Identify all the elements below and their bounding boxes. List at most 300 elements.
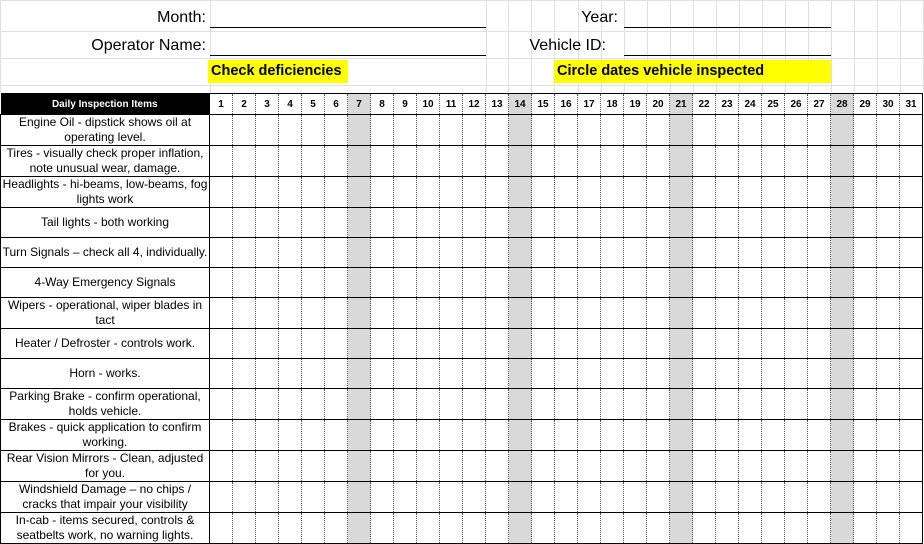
check-cell[interactable] [624,359,647,389]
check-cell[interactable] [808,177,831,208]
check-cell[interactable] [256,420,279,451]
check-cell[interactable] [348,238,371,268]
check-cell[interactable] [624,298,647,329]
check-cell[interactable] [900,115,923,146]
check-cell[interactable] [854,359,877,389]
check-cell[interactable] [808,115,831,146]
check-cell[interactable] [670,238,693,268]
check-cell[interactable] [555,389,578,420]
check-cell[interactable] [417,451,440,482]
check-cell[interactable] [440,482,463,513]
check-cell[interactable] [900,177,923,208]
check-cell[interactable] [555,420,578,451]
check-cell[interactable] [693,513,716,544]
check-cell[interactable] [325,268,348,298]
check-cell[interactable] [371,177,394,208]
check-cell[interactable] [509,238,532,268]
check-cell[interactable] [693,389,716,420]
check-cell[interactable] [762,238,785,268]
check-cell[interactable] [670,298,693,329]
check-cell[interactable] [831,238,854,268]
check-cell[interactable] [279,268,302,298]
check-cell[interactable] [486,389,509,420]
check-cell[interactable] [532,115,555,146]
check-cell[interactable] [808,208,831,238]
check-cell[interactable] [532,177,555,208]
check-cell[interactable] [739,238,762,268]
check-cell[interactable] [854,238,877,268]
check-cell[interactable] [693,298,716,329]
check-cell[interactable] [233,298,256,329]
check-cell[interactable] [463,359,486,389]
check-cell[interactable] [601,298,624,329]
check-cell[interactable] [256,389,279,420]
check-cell[interactable] [325,208,348,238]
check-cell[interactable] [785,177,808,208]
check-cell[interactable] [233,389,256,420]
check-cell[interactable] [647,329,670,359]
check-cell[interactable] [302,298,325,329]
check-cell[interactable] [578,513,601,544]
check-cell[interactable] [624,115,647,146]
check-cell[interactable] [417,146,440,177]
check-cell[interactable] [256,329,279,359]
check-cell[interactable] [877,451,900,482]
check-cell[interactable] [808,298,831,329]
check-cell[interactable] [716,177,739,208]
check-cell[interactable] [785,115,808,146]
check-cell[interactable] [486,115,509,146]
check-cell[interactable] [210,513,233,544]
check-cell[interactable] [831,451,854,482]
check-cell[interactable] [371,513,394,544]
check-cell[interactable] [486,146,509,177]
check-cell[interactable] [555,298,578,329]
check-cell[interactable] [440,389,463,420]
check-cell[interactable] [210,420,233,451]
check-cell[interactable] [785,451,808,482]
check-cell[interactable] [808,238,831,268]
check-cell[interactable] [647,146,670,177]
check-cell[interactable] [440,329,463,359]
check-cell[interactable] [785,389,808,420]
check-cell[interactable] [279,177,302,208]
check-cell[interactable] [877,513,900,544]
check-cell[interactable] [233,146,256,177]
check-cell[interactable] [578,238,601,268]
check-cell[interactable] [325,420,348,451]
check-cell[interactable] [555,482,578,513]
check-cell[interactable] [325,513,348,544]
check-cell[interactable] [509,329,532,359]
check-cell[interactable] [647,298,670,329]
check-cell[interactable] [624,420,647,451]
operator-name-field[interactable] [210,55,486,56]
check-cell[interactable] [555,513,578,544]
check-cell[interactable] [233,359,256,389]
check-cell[interactable] [532,298,555,329]
check-cell[interactable] [900,146,923,177]
check-cell[interactable] [831,146,854,177]
check-cell[interactable] [417,268,440,298]
check-cell[interactable] [854,420,877,451]
check-cell[interactable] [762,298,785,329]
check-cell[interactable] [601,359,624,389]
check-cell[interactable] [578,177,601,208]
check-cell[interactable] [578,208,601,238]
check-cell[interactable] [762,482,785,513]
check-cell[interactable] [877,177,900,208]
vehicle-id-field[interactable] [624,55,831,56]
check-cell[interactable] [210,115,233,146]
check-cell[interactable] [486,420,509,451]
check-cell[interactable] [877,115,900,146]
check-cell[interactable] [463,513,486,544]
check-cell[interactable] [762,177,785,208]
check-cell[interactable] [716,115,739,146]
check-cell[interactable] [509,389,532,420]
check-cell[interactable] [808,389,831,420]
check-cell[interactable] [785,359,808,389]
check-cell[interactable] [394,238,417,268]
check-cell[interactable] [302,268,325,298]
check-cell[interactable] [877,420,900,451]
check-cell[interactable] [486,238,509,268]
check-cell[interactable] [716,359,739,389]
check-cell[interactable] [762,420,785,451]
check-cell[interactable] [670,146,693,177]
check-cell[interactable] [831,482,854,513]
check-cell[interactable] [670,482,693,513]
check-cell[interactable] [854,329,877,359]
check-cell[interactable] [831,115,854,146]
check-cell[interactable] [302,359,325,389]
check-cell[interactable] [210,208,233,238]
check-cell[interactable] [371,238,394,268]
check-cell[interactable] [463,389,486,420]
check-cell[interactable] [877,208,900,238]
check-cell[interactable] [693,177,716,208]
check-cell[interactable] [348,482,371,513]
check-cell[interactable] [486,298,509,329]
check-cell[interactable] [555,359,578,389]
check-cell[interactable] [624,482,647,513]
check-cell[interactable] [693,115,716,146]
check-cell[interactable] [670,513,693,544]
check-cell[interactable] [647,359,670,389]
check-cell[interactable] [762,389,785,420]
check-cell[interactable] [578,420,601,451]
check-cell[interactable] [808,420,831,451]
check-cell[interactable] [279,146,302,177]
check-cell[interactable] [785,329,808,359]
check-cell[interactable] [509,208,532,238]
check-cell[interactable] [716,146,739,177]
check-cell[interactable] [348,146,371,177]
check-cell[interactable] [854,208,877,238]
check-cell[interactable] [394,208,417,238]
check-cell[interactable] [532,389,555,420]
check-cell[interactable] [486,329,509,359]
check-cell[interactable] [394,389,417,420]
check-cell[interactable] [463,482,486,513]
check-cell[interactable] [693,268,716,298]
check-cell[interactable] [670,359,693,389]
check-cell[interactable] [486,513,509,544]
check-cell[interactable] [716,451,739,482]
check-cell[interactable] [808,451,831,482]
check-cell[interactable] [325,115,348,146]
check-cell[interactable] [463,268,486,298]
check-cell[interactable] [739,513,762,544]
check-cell[interactable] [302,329,325,359]
check-cell[interactable] [440,513,463,544]
check-cell[interactable] [279,389,302,420]
check-cell[interactable] [831,329,854,359]
check-cell[interactable] [348,389,371,420]
check-cell[interactable] [647,513,670,544]
check-cell[interactable] [854,513,877,544]
check-cell[interactable] [785,298,808,329]
check-cell[interactable] [624,238,647,268]
check-cell[interactable] [670,389,693,420]
check-cell[interactable] [762,329,785,359]
check-cell[interactable] [785,238,808,268]
check-cell[interactable] [210,268,233,298]
check-cell[interactable] [900,389,923,420]
check-cell[interactable] [325,359,348,389]
check-cell[interactable] [532,329,555,359]
check-cell[interactable] [233,177,256,208]
check-cell[interactable] [210,298,233,329]
check-cell[interactable] [348,451,371,482]
check-cell[interactable] [670,268,693,298]
check-cell[interactable] [877,146,900,177]
check-cell[interactable] [256,298,279,329]
check-cell[interactable] [509,115,532,146]
check-cell[interactable] [371,329,394,359]
check-cell[interactable] [555,208,578,238]
check-cell[interactable] [693,359,716,389]
check-cell[interactable] [716,268,739,298]
check-cell[interactable] [371,451,394,482]
check-cell[interactable] [762,451,785,482]
check-cell[interactable] [394,298,417,329]
check-cell[interactable] [555,177,578,208]
check-cell[interactable] [601,482,624,513]
check-cell[interactable] [900,513,923,544]
check-cell[interactable] [877,389,900,420]
check-cell[interactable] [302,389,325,420]
check-cell[interactable] [670,420,693,451]
check-cell[interactable] [854,268,877,298]
check-cell[interactable] [578,268,601,298]
check-cell[interactable] [417,298,440,329]
check-cell[interactable] [440,420,463,451]
check-cell[interactable] [532,208,555,238]
check-cell[interactable] [256,451,279,482]
check-cell[interactable] [463,177,486,208]
check-cell[interactable] [233,420,256,451]
check-cell[interactable] [417,177,440,208]
check-cell[interactable] [785,146,808,177]
check-cell[interactable] [854,146,877,177]
check-cell[interactable] [279,238,302,268]
check-cell[interactable] [417,359,440,389]
check-cell[interactable] [601,513,624,544]
check-cell[interactable] [440,268,463,298]
check-cell[interactable] [578,482,601,513]
check-cell[interactable] [463,115,486,146]
check-cell[interactable] [302,177,325,208]
check-cell[interactable] [739,482,762,513]
check-cell[interactable] [509,177,532,208]
check-cell[interactable] [394,146,417,177]
check-cell[interactable] [440,298,463,329]
check-cell[interactable] [647,177,670,208]
check-cell[interactable] [463,238,486,268]
check-cell[interactable] [371,359,394,389]
check-cell[interactable] [233,513,256,544]
check-cell[interactable] [463,329,486,359]
check-cell[interactable] [739,177,762,208]
check-cell[interactable] [877,298,900,329]
check-cell[interactable] [302,420,325,451]
check-cell[interactable] [831,208,854,238]
check-cell[interactable] [279,482,302,513]
check-cell[interactable] [279,359,302,389]
check-cell[interactable] [417,420,440,451]
check-cell[interactable] [601,420,624,451]
check-cell[interactable] [325,389,348,420]
check-cell[interactable] [532,420,555,451]
check-cell[interactable] [854,451,877,482]
check-cell[interactable] [555,115,578,146]
check-cell[interactable] [555,238,578,268]
check-cell[interactable] [302,238,325,268]
check-cell[interactable] [325,298,348,329]
check-cell[interactable] [325,238,348,268]
check-cell[interactable] [233,329,256,359]
check-cell[interactable] [256,238,279,268]
check-cell[interactable] [716,238,739,268]
check-cell[interactable] [716,482,739,513]
check-cell[interactable] [509,268,532,298]
check-cell[interactable] [417,329,440,359]
check-cell[interactable] [854,482,877,513]
check-cell[interactable] [670,451,693,482]
check-cell[interactable] [808,482,831,513]
check-cell[interactable] [210,451,233,482]
check-cell[interactable] [394,451,417,482]
check-cell[interactable] [900,451,923,482]
check-cell[interactable] [693,482,716,513]
check-cell[interactable] [463,298,486,329]
check-cell[interactable] [509,298,532,329]
check-cell[interactable] [808,146,831,177]
check-cell[interactable] [371,208,394,238]
check-cell[interactable] [325,177,348,208]
check-cell[interactable] [233,268,256,298]
month-field[interactable] [210,27,486,28]
check-cell[interactable] [348,115,371,146]
check-cell[interactable] [877,329,900,359]
check-cell[interactable] [762,115,785,146]
check-cell[interactable] [555,268,578,298]
check-cell[interactable] [348,268,371,298]
check-cell[interactable] [785,513,808,544]
check-cell[interactable] [532,359,555,389]
check-cell[interactable] [578,146,601,177]
check-cell[interactable] [900,208,923,238]
check-cell[interactable] [647,115,670,146]
check-cell[interactable] [256,482,279,513]
check-cell[interactable] [762,208,785,238]
check-cell[interactable] [555,451,578,482]
check-cell[interactable] [555,146,578,177]
check-cell[interactable] [647,451,670,482]
check-cell[interactable] [486,268,509,298]
check-cell[interactable] [256,359,279,389]
check-cell[interactable] [348,513,371,544]
check-cell[interactable] [210,359,233,389]
check-cell[interactable] [532,146,555,177]
check-cell[interactable] [463,208,486,238]
check-cell[interactable] [831,420,854,451]
year-field[interactable] [624,27,831,28]
check-cell[interactable] [302,146,325,177]
check-cell[interactable] [417,389,440,420]
check-cell[interactable] [417,115,440,146]
check-cell[interactable] [509,146,532,177]
check-cell[interactable] [210,177,233,208]
check-cell[interactable] [716,208,739,238]
check-cell[interactable] [394,482,417,513]
check-cell[interactable] [509,482,532,513]
check-cell[interactable] [877,238,900,268]
check-cell[interactable] [486,482,509,513]
check-cell[interactable] [256,177,279,208]
check-cell[interactable] [509,513,532,544]
check-cell[interactable] [739,451,762,482]
check-cell[interactable] [210,146,233,177]
check-cell[interactable] [601,177,624,208]
check-cell[interactable] [325,451,348,482]
check-cell[interactable] [532,268,555,298]
check-cell[interactable] [601,115,624,146]
check-cell[interactable] [739,420,762,451]
check-cell[interactable] [670,329,693,359]
check-cell[interactable] [302,513,325,544]
check-cell[interactable] [739,146,762,177]
check-cell[interactable] [256,513,279,544]
check-cell[interactable] [509,359,532,389]
check-cell[interactable] [831,177,854,208]
check-cell[interactable] [739,329,762,359]
check-cell[interactable] [233,115,256,146]
check-cell[interactable] [440,238,463,268]
check-cell[interactable] [624,146,647,177]
check-cell[interactable] [900,420,923,451]
check-cell[interactable] [463,451,486,482]
check-cell[interactable] [624,177,647,208]
check-cell[interactable] [486,451,509,482]
check-cell[interactable] [900,329,923,359]
check-cell[interactable] [233,208,256,238]
check-cell[interactable] [417,208,440,238]
check-cell[interactable] [900,298,923,329]
check-cell[interactable] [302,115,325,146]
